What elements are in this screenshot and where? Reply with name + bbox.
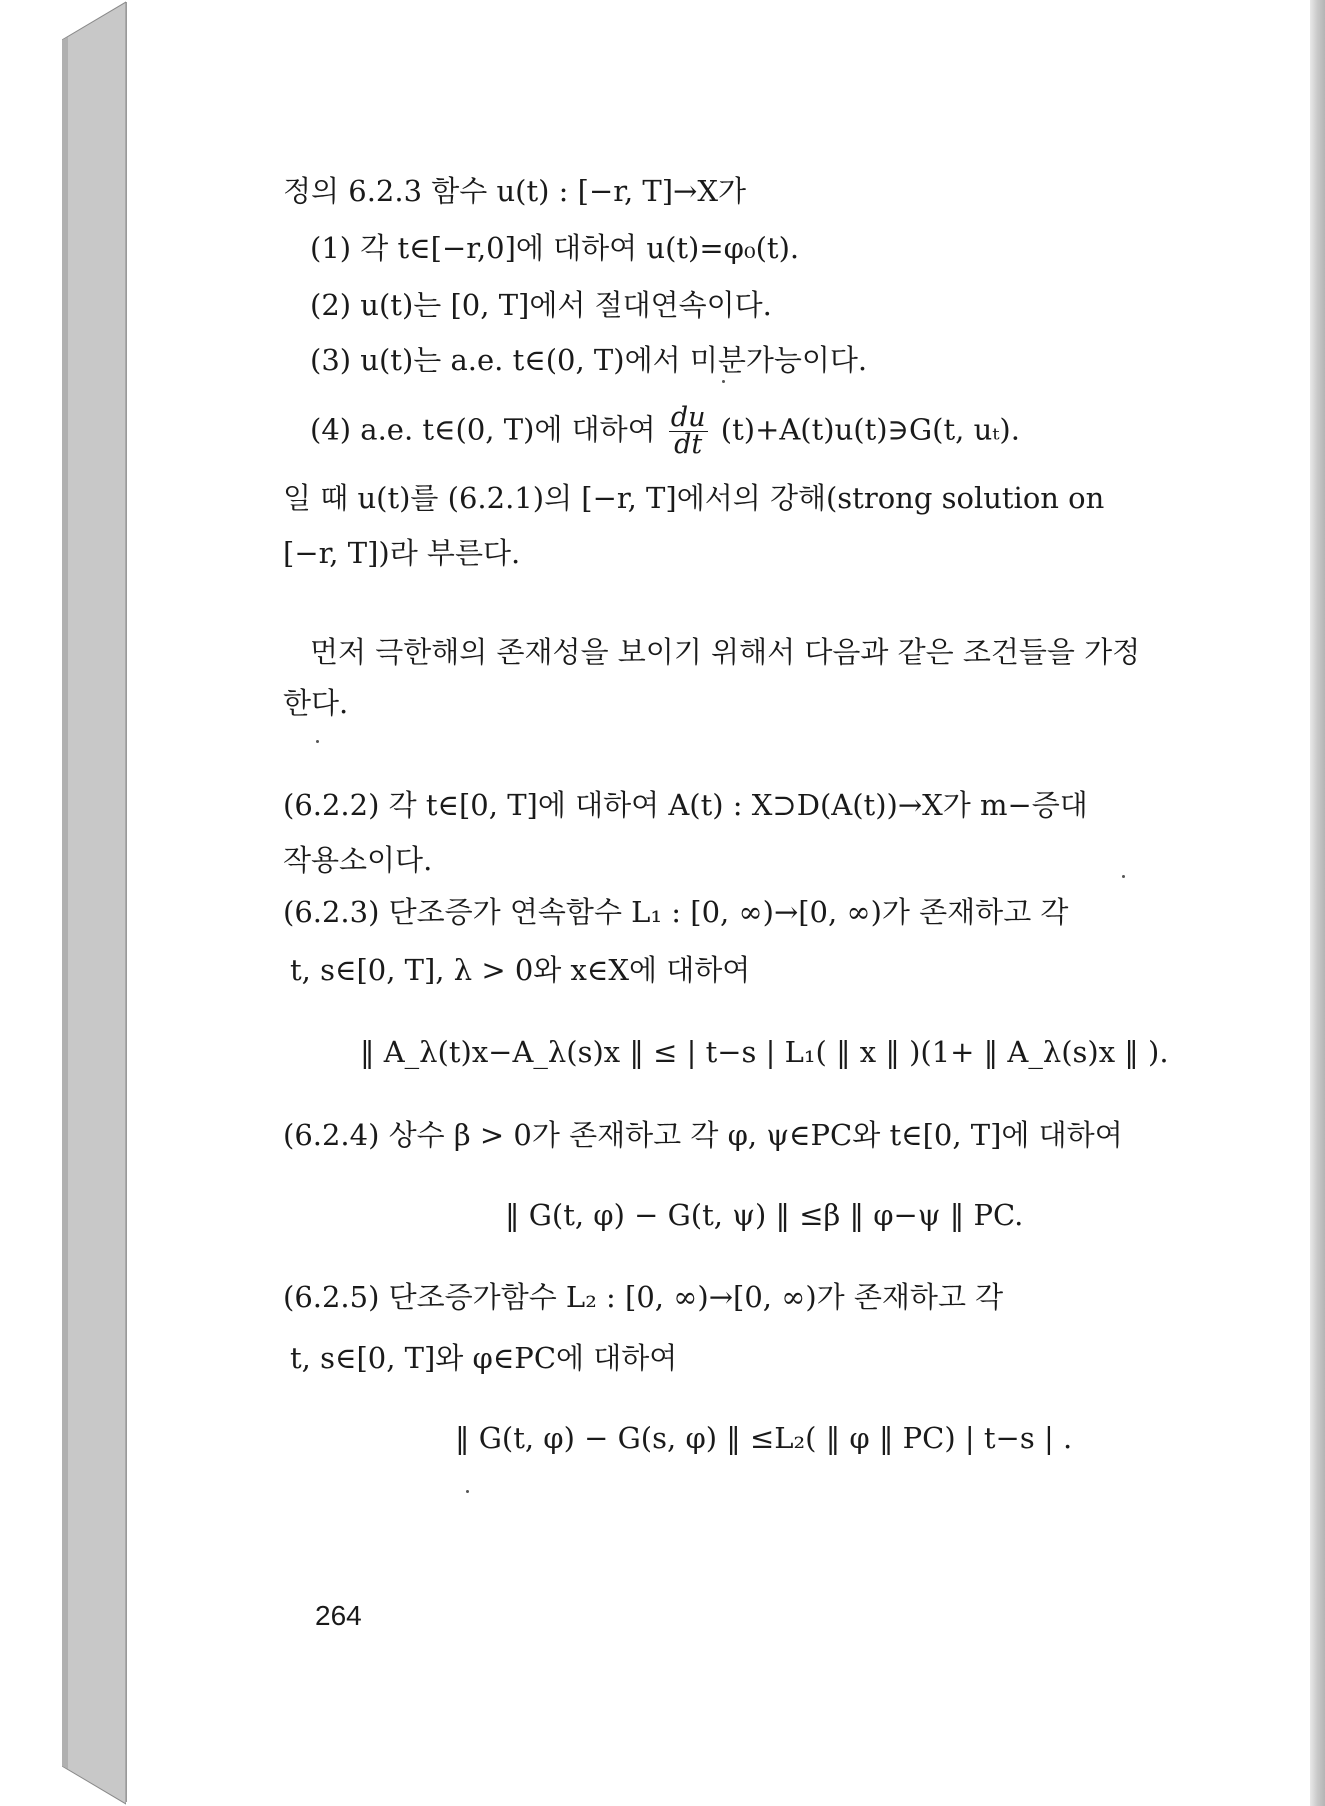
condition-6-2-2-line-1: (6.2.2) 각 t∈[0, T]에 대하여 A(t) : X⊃D(A(t))→X가 m−증대	[283, 788, 1088, 822]
definition-item-2: (2) u(t)는 [0, T]에서 절대연속이다.	[310, 288, 772, 322]
definition-item-4	[310, 402, 1020, 460]
definition-item-3: (3) u(t)는 a.e. t∈(0, T)에서 미분가능이다.	[310, 343, 868, 377]
definition-item-4-suffix: (t)+A(t)u(t)∋G(t, uₜ).	[720, 412, 1020, 447]
intro-line-1: 먼저 극한해의 존재성을 보이기 위해서 다음과 같은 조건들을 가정	[310, 635, 1141, 669]
page-number: 264	[315, 1600, 362, 1631]
definition-heading: 정의 6.2.3 함수 u(t) : [−r, T]→X가	[283, 174, 747, 208]
condition-6-2-5-line-1: (6.2.5) 단조증가함수 L₂ : [0, ∞)→[0, ∞)가 존재하고 각	[283, 1280, 1004, 1314]
condition-6-2-3-line-1: (6.2.3) 단조증가 연속함수 L₁ : [0, ∞)→[0, ∞)가 존재하고 각	[283, 895, 1069, 929]
intro-line-2: 한다.	[283, 686, 349, 720]
scan-speck	[466, 1490, 469, 1493]
condition-6-2-2-line-2: 작용소이다.	[283, 843, 433, 877]
derivative-fraction	[669, 402, 708, 460]
condition-6-2-3-formula: ‖ A_λ(t)x−A_λ(s)x ‖ ≤ | t−s | L₁( ‖ x ‖ )(1+ ‖ A_λ(s)x ‖ ).	[360, 1035, 1169, 1069]
condition-6-2-5-formula: ‖ G(t, φ) − G(s, φ) ‖ ≤L₂( ‖ φ ‖ PC) | t−s | .	[455, 1421, 1073, 1455]
condition-6-2-3-line-2: t, s∈[0, T], λ > 0와 x∈X에 대하여	[290, 953, 751, 987]
scan-speck	[722, 380, 725, 383]
definition-conclusion-line-2: [−r, T])라 부른다.	[283, 536, 521, 570]
scan-speck	[316, 740, 319, 743]
definition-conclusion-line-1: 일 때 u(t)를 (6.2.1)의 [−r, T]에서의 강해(strong solution on	[283, 481, 1105, 515]
condition-6-2-4-line-1: (6.2.4) 상수 β > 0가 존재하고 각 φ, ψ∈PC와 t∈[0, T]에 대하여	[283, 1118, 1123, 1152]
fraction-numerator: du	[670, 402, 706, 433]
scan-speck	[1122, 875, 1125, 878]
definition-item-1: (1) 각 t∈[−r,0]에 대하여 u(t)=φ₀(t).	[310, 231, 800, 265]
page-edge-shadow	[1310, 0, 1325, 1806]
definition-item-4-prefix: (4) a.e. t∈(0, T)에 대하여	[310, 412, 656, 447]
fraction-denominator: dt	[674, 429, 703, 460]
book-spine	[62, 0, 126, 1806]
condition-6-2-5-line-2: t, s∈[0, T]와 φ∈PC에 대하여	[290, 1341, 678, 1375]
condition-6-2-4-formula: ‖ G(t, φ) − G(t, ψ) ‖ ≤β ‖ φ−ψ ‖ PC.	[505, 1198, 1024, 1232]
